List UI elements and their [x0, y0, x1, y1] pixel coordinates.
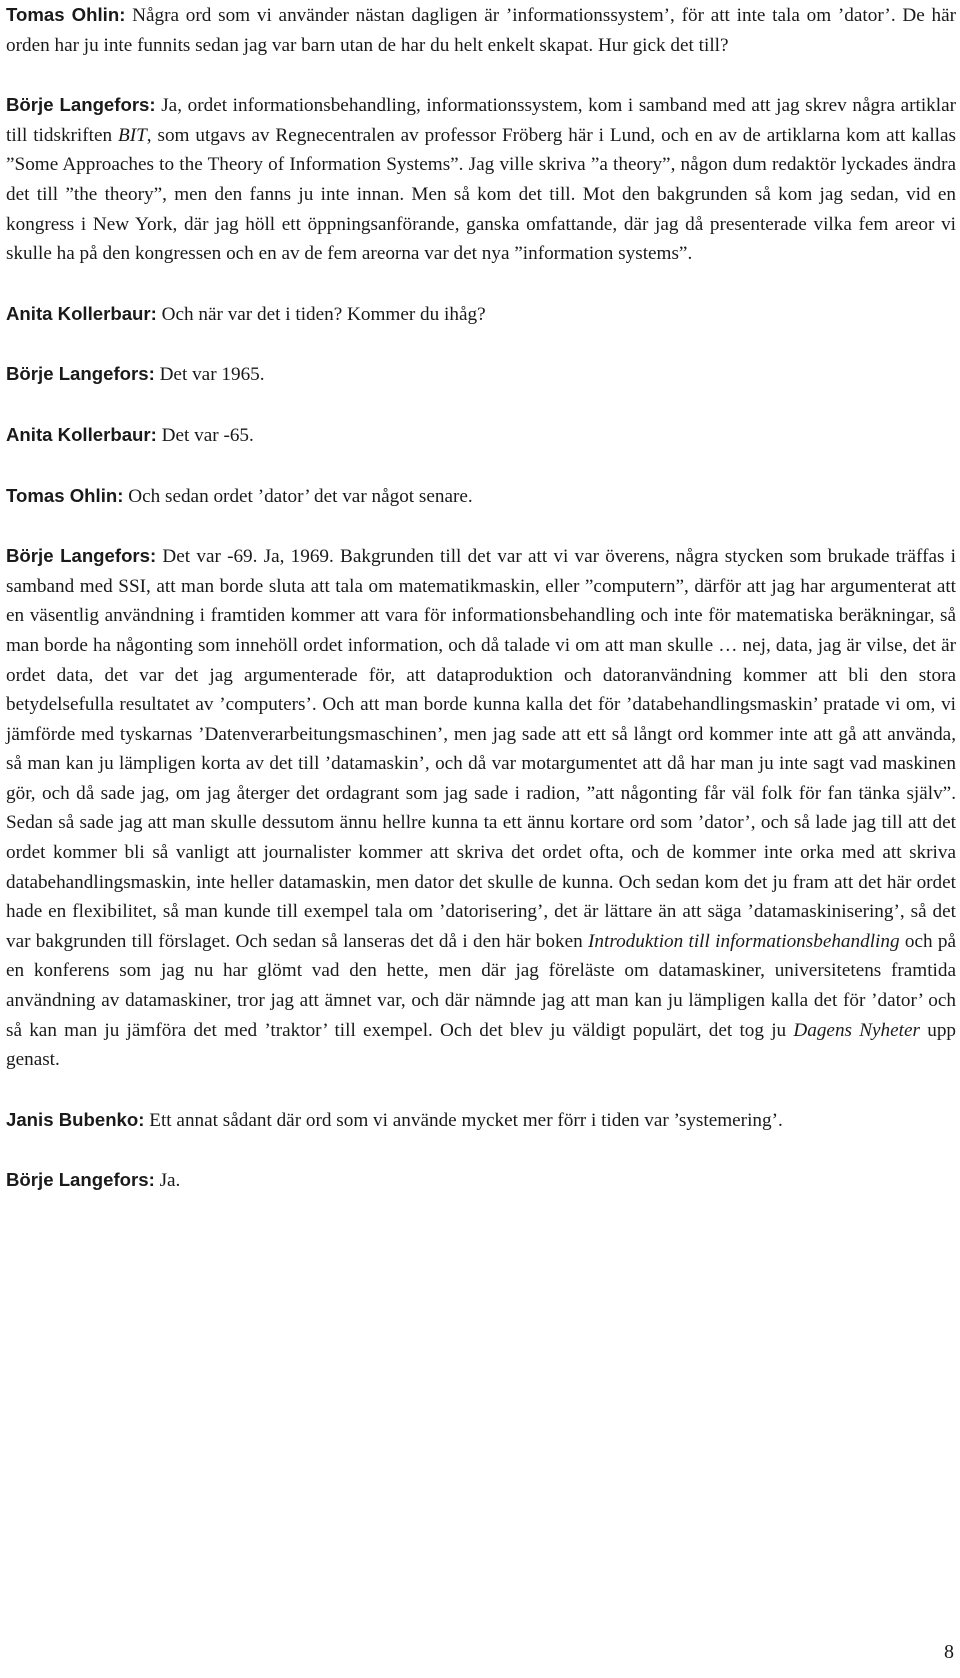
paragraph-text: och på en konferens som jag nu har glömt vad den hette, men där jag föreläste om datamaskiner, universitetens framtida användning av datamaskiner, tror jag att ämnet var, och där nämnde jag att man kan ju lämpligen kalla det för ’dator’ och så kan man ju jämföra det med ’traktor’ till exempel. Och det blev ju väldigt populärt, det tog ju [6, 930, 956, 1041]
speaker-name: Tomas Ohlin: [6, 484, 124, 506]
paragraph-ohlin-2 [6, 481, 956, 512]
speaker-name: Janis Bubenko: [6, 1108, 145, 1130]
paragraph-langefors-2 [6, 359, 956, 390]
paragraph-text: Några ord som vi använder nästan dagligen är ’informationssystem’, för att inte tala om ’dator’. De här orden har ju inte funnits sedan jag var barn utan de har du helt enkelt skapat. Hur gick det till? [6, 5, 957, 56]
paragraph-kollerbaur-2 [6, 420, 956, 451]
paragraph-text: Ja. [159, 1170, 181, 1192]
paragraph-langefors-3 [6, 541, 956, 1075]
paragraph-text: Det var 1965. [159, 364, 265, 386]
paragraph-text: Ett annat sådant där ord som vi använde mycket mer förr i tiden var ’systemering’. [149, 1109, 783, 1131]
paragraph-langefors-1 [6, 90, 956, 269]
speaker-name: Börje Langefors: [6, 1169, 155, 1191]
italic-newspaper-title: Dagens Nyheter [793, 1019, 920, 1041]
paragraph-text: upp genast. [6, 1019, 956, 1071]
paragraph-text: Det var -69. Ja, 1969. Bakgrunden till det var att vi var överens, några stycken som brukade träffas i samband med SSI, att man borde sluta att tala om matematikmaskin, eller ”computern”, därför att jag har argumenterat att en väsentlig användning i framtiden kommer att vara för informationsbehandling och inte för matematiska beräkningar, så man borde ha någonting som innehöll ordet information, och då talade vi om att man skulle … nej, data, jag är vilse, det är ordet data, det var det jag argumenterade för, att dataproduktion och datoranvändning kommer att bli den stora betydelsefulla resultatet av ’computers’. Och att man borde kunna kalla det för ’databehandlingsmaskin’ pratade vi om, vi jämförde med tyskarnas ’Datenverarbeitungsmaschinen’, men jag sade att ett så långt ord kommer inte att gå att använda, så man kan ju lämpligen korta av det till ’datamaskin’, och då var motargumentet att då har man ju inte sagt vad maskinen gör, och då sade jag, om jag återger det ordagrant som jag sade i radion, ”att någonting får väl folk för fan tänka själv”. Sedan så sade jag att man skulle dessutom ännu hellre kunna ta ett ännu kortare ord som ’dator’, och så lade jag till att det ordet kommer bli så vanligt att journalister kommer att skriva det ordet ofta, och de kommer inte orka med att skriva databehandlingsmaskin, inte heller datamaskin, men dator det skulle de kunna. Och sedan kom det ju fram att det här ordet hade en flexibilitet, så man kunde till exempel tala om ’datorisering’, det är lättare än att säga ’datamaskinisering’, så det var bakgrunden till förslaget. Och sedan så lanseras det då i den här boken [6, 546, 956, 952]
paragraph-text: Och sedan ordet ’dator’ det var något senare. [128, 485, 473, 507]
paragraph-text: Och när var det i tiden? Kommer du ihåg? [161, 303, 486, 325]
paragraph-text: Det var -65. [161, 424, 254, 446]
speaker-name: Anita Kollerbaur: [6, 302, 157, 324]
paragraph-langefors-4 [6, 1165, 956, 1196]
speaker-name: Tomas Ohlin: [6, 4, 126, 25]
italic-book-title: Introduktion till informationsbehandling [588, 930, 900, 952]
speaker-name: Börje Langefors: [6, 363, 155, 385]
italic-title: BIT [118, 124, 147, 146]
speaker-name: Börje Langefors: [6, 545, 157, 567]
document-page [6, 0, 956, 1226]
speaker-name: Börje Langefors: [6, 94, 156, 116]
paragraph-text: Ja, ordet informationsbehandling, informationssystem, kom i samband med att jag skrev några artiklar till tidskriften [6, 95, 956, 146]
speaker-name: Anita Kollerbaur: [6, 423, 157, 445]
paragraph-bubenko-1 [6, 1105, 956, 1136]
page-number: 8 [944, 1641, 954, 1663]
paragraph-ohlin-1 [6, 0, 956, 60]
paragraph-text: , som utgavs av Regnecentralen av professor Fröberg här i Lund, och en av de artiklarna kom att kallas ”Some Approaches to the Theory of Information Systems”. Jag ville skriva ”a theory”, någon dum redaktör lyckades ändra det till ”the theory”, men den fanns ju inte innan. Men så kom det till. Mot den bakgrunden så kom jag sedan, vid en kongress i New York, där jag höll ett öppningsanförande, ganska omfattande, där jag då presenterade vilka fem areor vi skulle ha på den kongressen och en av de fem areorna var det nya ”information systems”. [6, 124, 956, 265]
paragraph-kollerbaur-1 [6, 299, 956, 330]
